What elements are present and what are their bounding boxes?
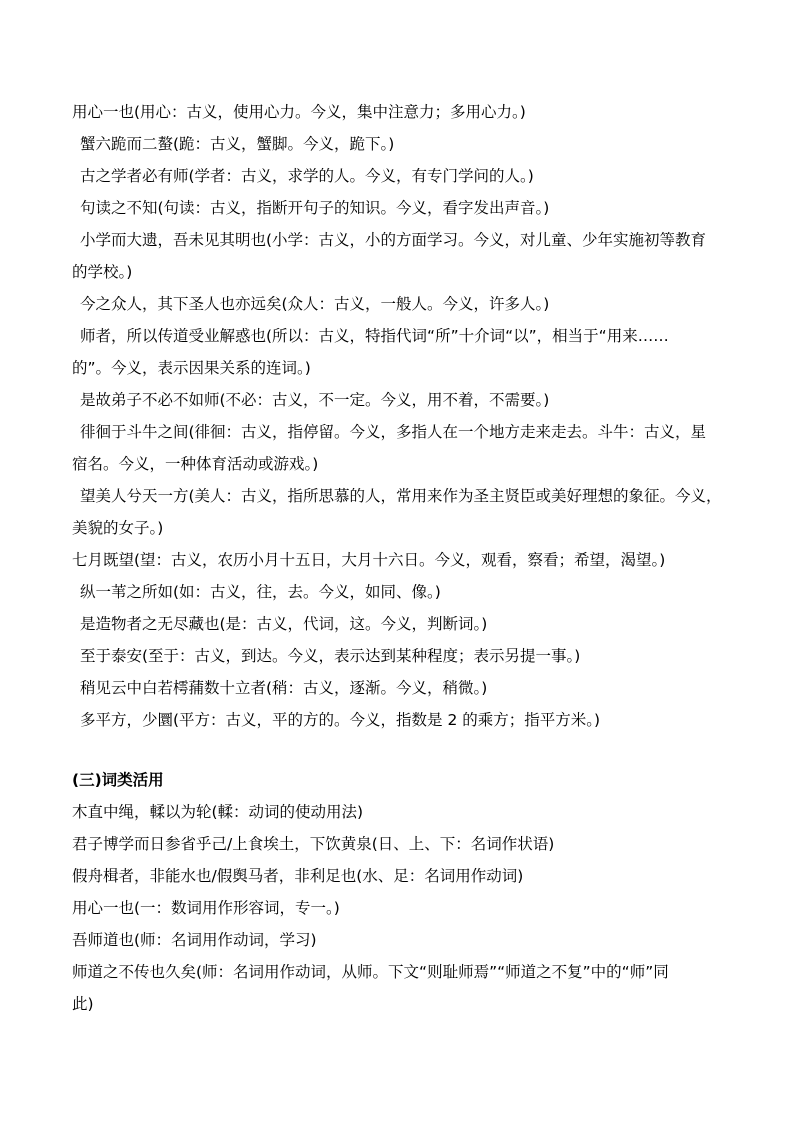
text-line: 君子博学而日参省乎己/上食埃土，下饮黄泉(日、上、下：名词作状语) <box>72 835 555 853</box>
text-line: 此) <box>72 995 94 1013</box>
text-line: 师道之不传也久矣(师：名词用作动词，从师。下文“则耻师焉”“师道之不复”中的“师”同 <box>72 963 669 981</box>
section-word-class-usage <box>72 764 724 1020</box>
section-heading: (三)词类活用 <box>72 771 164 789</box>
text-line: 美貌的女子。) <box>72 519 164 537</box>
text-line: 用心一也(用心：古义，使用心力。今义，集中注意力；多用心力。) <box>72 103 526 121</box>
text-line: 古之学者必有师(学者：古义，求学的人。今义，有专门学问的人。) <box>80 167 534 185</box>
text-line: 的学校。) <box>72 263 133 281</box>
text-line: 纵一苇之所如(如：古义，往，去。今义，如同、像。) <box>80 583 441 601</box>
text-line: 句读之不知(句读：古义，指断开句子的知识。今义，看字发出声音。) <box>80 199 550 217</box>
text-line: 吾师道也(师：名词用作动词，学习) <box>72 931 317 949</box>
text-line: 宿名。今义，一种体育活动或游戏。) <box>72 455 319 473</box>
text-line: 用心一也(一：数词用作形容词，专一。) <box>72 899 340 917</box>
text-line: 稍见云中白若樗蒱数十立者(稍：古义，逐渐。今义，稍微。) <box>80 679 488 697</box>
text-line: 是故弟子不必不如师(不必：古义，不一定。今义，用不着，不需要。) <box>80 391 550 409</box>
text-line: 徘徊于斗牛之间(徘徊：古义，指停留。今义，多指人在一个地方走来走去。斗牛：古义，星 <box>80 423 707 441</box>
text-line: 木直中绳，輮以为轮(輮：动词的使动用法) <box>72 803 364 821</box>
text-line: 师者，所以传道受业解惑也(所以：古义，特指代词“所”十介词“以”，相当于“用来…… <box>80 327 669 345</box>
text-line: 至于泰安(至于：古义，到达。今义，表示达到某种程度；表示另提一事。) <box>80 647 581 665</box>
text-line: 七月既望(望：古义，农历小月十五日，大月十六日。今义，观看，察看；希望，渴望。) <box>72 551 666 569</box>
text-line: 今之众人，其下圣人也亦远矣(众人：古义，一般人。今义，许多人。) <box>80 295 550 313</box>
text-line: 蟹六跪而二螯(跪：古义，蟹脚。今义，跪下。) <box>80 135 395 153</box>
text-line: 是造物者之无尽藏也(是：古义，代词，这。今义，判断词。) <box>80 615 488 633</box>
section-ancient-modern-meanings <box>72 96 724 736</box>
text-line: 假舟楫者，非能水也/假舆马者，非利足也(水、足：名词用作动词) <box>72 867 524 885</box>
text-line: 望美人兮天一方(美人：古义，指所思慕的人，常用来作为圣主贤臣或美好理想的象征。今义， <box>80 487 722 505</box>
text-line: 小学而大遗，吾未见其明也(小学：古义，小的方面学习。今义，对儿童、少年实施初等教育 <box>80 231 707 249</box>
text-line: 多平方，少圜(平方：古义，平的方的。今义，指数是 2 的乘方；指平方米。) <box>80 711 601 729</box>
text-line: 的”。今义，表示因果关系的连词。) <box>72 359 311 377</box>
